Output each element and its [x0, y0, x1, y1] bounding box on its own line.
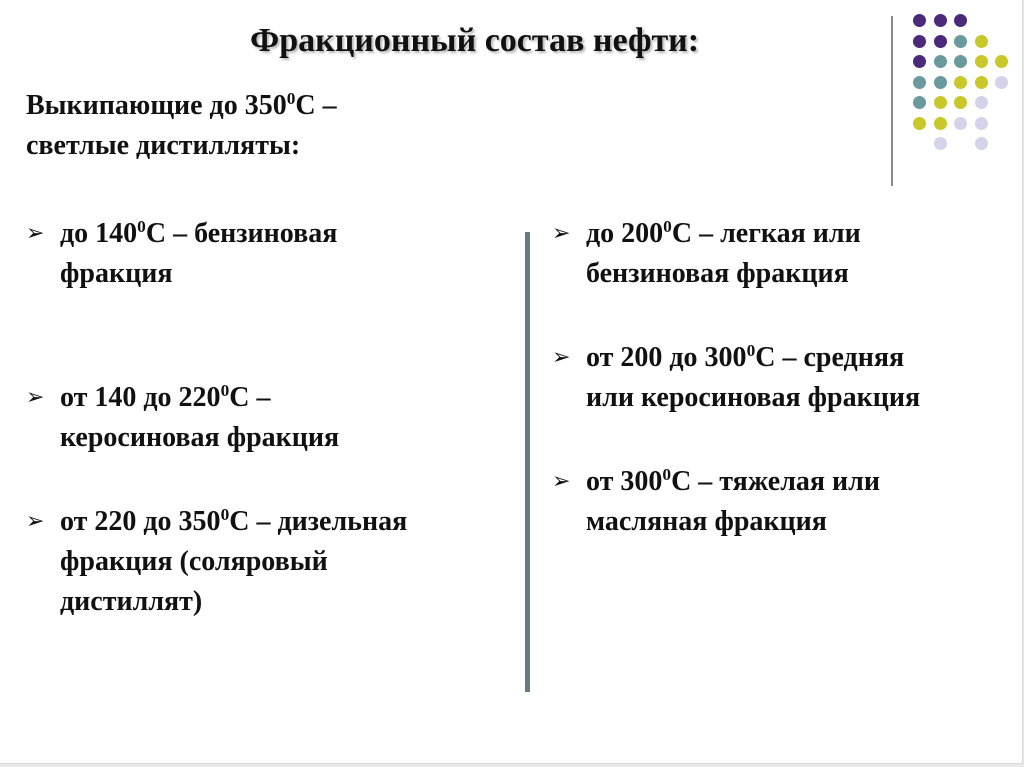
slide-title: Фракционный состав нефти:: [250, 22, 700, 59]
decorative-dot: [934, 14, 947, 27]
left-bullet-kerosene: ➢ от 140 до $220^0С$ – керосиновая фракция: [26, 378, 339, 458]
decorative-dot: [975, 137, 988, 150]
left-bullet-gasoline: ➢ до $140^0С$ – бензиновая фракция: [26, 214, 337, 294]
decorative-dot: [913, 14, 926, 27]
subtitle-line-1: Выкипающие до $350^0С$ –: [26, 89, 337, 121]
decorative-dot: [913, 117, 926, 130]
decorative-dot: [954, 55, 967, 68]
left-bullet-diesel: ➢ от 220 до $350^0С$ – дизельная фракция (соляровый дистиллят): [26, 502, 407, 622]
decorative-dot: [934, 96, 947, 109]
arrow-bullet-icon: ➢: [552, 345, 571, 370]
arrow-bullet-icon: ➢: [552, 469, 571, 494]
decorative-dot: [954, 14, 967, 27]
decorative-dot: [934, 117, 947, 130]
decorative-dot: [954, 76, 967, 89]
arrow-bullet-icon: ➢: [26, 221, 45, 246]
decorative-dot: [975, 35, 988, 48]
decorative-dot: [913, 96, 926, 109]
decorative-dot: [913, 76, 926, 89]
decorative-dot: [975, 96, 988, 109]
arrow-bullet-icon: ➢: [26, 385, 45, 410]
right-bullet-heavy: ➢ от $300^0С$ – тяжелая или масляная фракция: [552, 462, 880, 542]
decorative-dot: [954, 96, 967, 109]
decorative-dot: [913, 55, 926, 68]
decorative-dot: [995, 55, 1008, 68]
decorative-dot: [934, 35, 947, 48]
decorative-dot: [954, 117, 967, 130]
decorative-vertical-line: [891, 16, 893, 186]
subtitle: [26, 86, 337, 166]
right-bullet-light: ➢ до $200^0С$ – легкая или бензиновая фракция: [552, 214, 861, 294]
subtitle-line-2: светлые дистилляты:: [26, 130, 301, 161]
decorative-dot: [934, 55, 947, 68]
decorative-dot: [913, 35, 926, 48]
arrow-bullet-icon: ➢: [26, 509, 45, 534]
right-bullet-middle: ➢ от 200 до $300^0С$ – средняя или керосиновая фракция: [552, 338, 920, 418]
column-divider: [525, 232, 530, 692]
decorative-dot: [975, 117, 988, 130]
decorative-dot: [934, 76, 947, 89]
decorative-dot: [934, 137, 947, 150]
decorative-dot: [954, 35, 967, 48]
decorative-dot: [975, 76, 988, 89]
decorative-dot: [975, 55, 988, 68]
arrow-bullet-icon: ➢: [552, 221, 571, 246]
decorative-dot: [995, 76, 1008, 89]
